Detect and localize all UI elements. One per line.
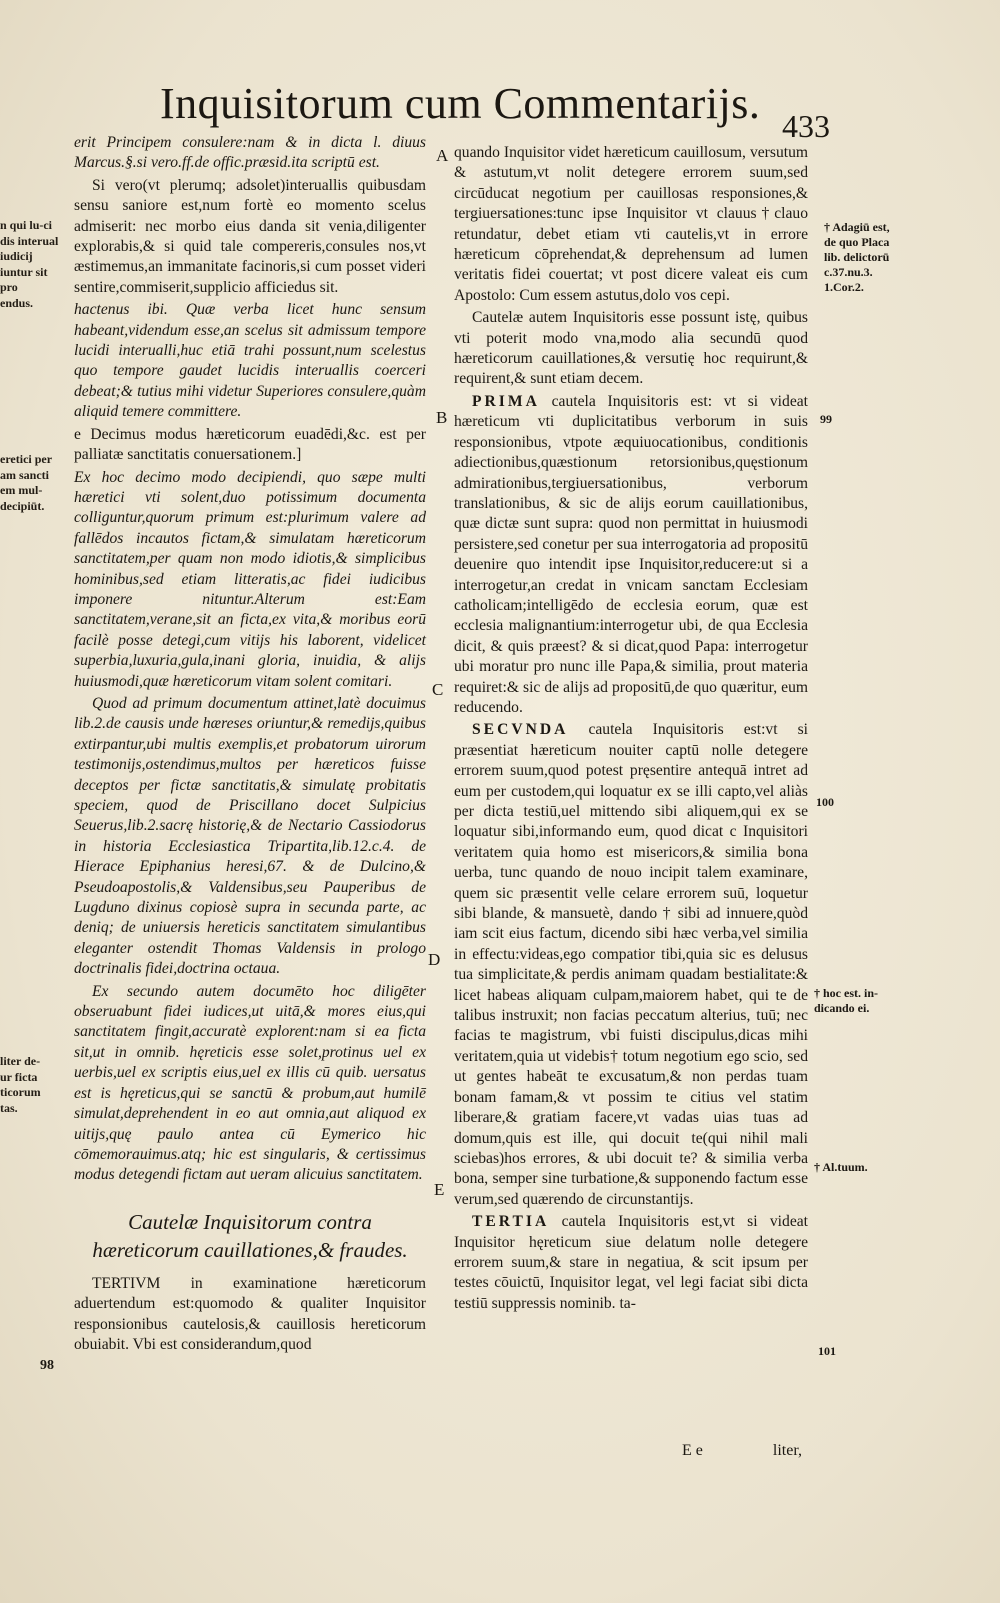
catchword: liter, [772,1442,802,1459]
margin-note-left-3: liter de- ur ficta ticorum tas. [0,1054,41,1115]
paragraph-text: cautela Inquisitoris est: vt si videat hæreticum vti duplicitatibus verborum in suis responsionibus, vtpote æquiuocationibus, conditionis adiectionibus,quæstionum retorsionibus,quęstionum admirationibus,tergiuersationibus, verborum translationibus, & sic de alijs eorum cauillationibus, quæ dictæ sunt supra: quod non permittat in huiusmodi persistere,sed conetur per sua interrogatoria ad propositū deuenire quo intendit ipse Inquisitor,reducere:ut si a interrogetur,an credat in vnicam sanctam Ecclesiam catholicam;intelligēdo de ecclesia eorum, quæ est ecclesia malignantium:interrogetur ubi, de qua Ecclesia dicit, & quis præest? & si dicat,quod Papa: interrogetur ubi moratur pro nunc ille Papa,& similia, prout materia requiret:& sic de alijs ad propositū,de quo quæritur, eum reducendo. [454,392,808,716]
marginal-number: 99 [820,412,832,426]
paragraph: quando Inquisitor videt hæreticum cauillosum, versutum & astutum,vt nolit detegere errorem suum,sed circūducat negotium per cauillosas responsiones,& tergiuersationes:tunc ipse Inquisitor vt clauus†clauo retundatur, debet etiam vti cautelis,vt in errore hæreticum cōprehendat,& deprehensum ad lumen veritatis fidei couertat; vt post dicere valeat eis cum Apostolo: Cum essem astutus,dolo vos cepi. [454,144,808,304]
paragraph: TERTIVM in examinatione hæreticorum aduertendum est:quomodo & qualiter Inquisitor responsionibus cautelosis,& cauillosis hereticorum obuiabit. Vbi est considerandum,quod [74,1274,426,1353]
margin-note-right-1: † Adagiū est, de quo Placa lib. delictorū c.37.nu.3. 1.Cor.2. [824,220,890,294]
paragraph: Ex secundo autem documēto hoc diligēter obseruabunt fidei iudices,ut uitā,& mores eius,qui sanctitatem fingit,accuratè explorent:nam si ea ficta sit,ut in omnib. hęreticis esse solet,protinus uel ex uerbis,uel ex scriptis eius,uel ex illis cū quib. uersatus est is hęreticus,qui se sanctū & probum,aut humilē simulat,deprehendent in eo aut omnia,aut aliquod ex uitijs,quę paulo antea cū Eymerico hic cōmemorauimus.atq; hic est singularis, & certissimus modus detegendi fictam aut ueram alicuius sanctitatem. [74,982,426,1184]
margin-note-left-2: eretici per am sancti em mul- decipiūt. [0,452,53,513]
column-letter-e: E [434,1180,445,1199]
margin-note-left-1: n qui lu-ci dis interual iudicij iuntur sit pro endus. [0,218,59,310]
paragraph: erit Principem consulere:nam & in dicta l. diuus Marcus.§.si vero.ff.de offic.præsid.ita scriptū est. [74,134,426,172]
column-letter-a: A [436,146,449,165]
column-letter-d: D [428,950,441,969]
paragraph: Cautelæ autem Inquisitoris esse possunt istę, quibus vti poterit modo vna,modo alia secundū quod hæreticorum cauillationes,& versutię hoc requirunt,& requirent,& sunt etiam decem. [454,309,808,388]
paragraph: hactenus ibi. Quæ verba licet hunc sensum habeant,videndum esse,an scelus sit admissum tempore lucidi interualli,huc etiā trahi possunt,num scelestus quo tempore gaudet lucidis interuallis coerceri debeat;& tutius mihi videtur Superiores consulere,quàm aliquid temere committere. [74,301,426,421]
paragraph: Ex hoc decimo modo decipiendi, quo sæpe multi hæretici vti solent,duo potissimum documenta colliguntur,quorum primum est:plurimum valere ad fallēdos incautos fictam,& simulatam hæreticorum sanctitatem,per quam non modo idiotis,& simplicibus hominibus,sed etiam litteratis,ac fidei iudicibus imponere nituntur.Alterum est:Eam sanctitatem,verane,sit an ficta,ex vita,& moribus eorū facilè posse detegi,cum vitijs his laborent, videlicet superbia,luxuria,gula,inani gloria, inuidia, & alijs huiusmodi,quæ hæreticorum vitam solent comitari. [74,468,426,690]
paragraph: e Decimus modus hæreticorum euadēdi,&c. est per palliatæ sanctitatis conuersationem.] [74,425,426,464]
page-title: Inquisitorum cum Commentarijs. [160,79,761,128]
paragraph-text: cautela Inquisitoris est,vt si videat Inquisitor hęreticum siue delatum nolle detegere errorem suum,& stare in negatiua, & scit ipsum per testes cōuictū, Inquisitor legat, vel legi faciat sibi dicta testiū suppressis nominib. ta- [454,1213,808,1312]
paragraph [454,720,808,1210]
cautela-lead: SECVNDA [472,721,569,739]
paragraph: Quod ad primum documentum attinet,latè docuimus lib.2.de causis unde hæreses oriuntur,& remedijs,quibus extirpantur,ubi multis exemplis,et probatorum uirorum testimonijs,ostendimus,multos per hæreticos fuisse deceptos per fictæ sanctitatis,& simulatę probitatis speciem, quod de Priscillano docet Sulpicius Seuerus,lib.2.sacrę historię,& de Nectario Cassiodorus in historia Ecclesiastica Tripartita,lib.12.c.4. de Hierace Epiphanius heresi,67. & de Dulcino,& Pseudoapostolis,& Valdensibus,seu Pauperibus de Lugduno dixinus copiosè supra in secunda parte, ac deniq; de uniuersis hereticis sanctitatem simulantibus eleganter ostendit Thomas Valdensis in prologo doctrinalis fidei,doctrina octaua. [74,694,426,978]
right-column [454,143,808,1316]
signature-mark: E e [682,1442,703,1459]
cautela-lead: PRIMA [472,392,540,410]
paragraph-text: cautela Inquisitoris est:vt si præsentiat hæreticum nouiter captū nolle detegere errorem suum,quod potest pręsentire antequā intret ad eum per custodem,qui loquatur ex se illi capto,vel aliàs per dicta testiū,uel mittendo sibi aliquem,qui ex se loquatur sibi,informando eum, quod dicat c Inquisitori veritatem quia homo est misericors,& similia bona uerba, tunc quando de nouo incipit talem examinare, quem sic præsentit velle celare errorem suū, loquetur sibi blande, & mansuetè, dando † sibi ad innuere,quòd iam scit eius factum, dicendo sibi hæc verba,vel similia in effectu:videas,ego compatior tibi,quia sic es delusus tua simplicitate,& perdis animam quadam bestialitate:& licet habeas aliquam culpam,maiorem habet, qui te de talibus instruxit; non facias peccatum alterius, tuū; nec facias te magistrum, vbi fuisti discipulus,dicas mihi veritatem,quia ut videbis† totum negotium ego scio, sed ut gentes habeāt te excusatum,& non perdas tuam bonam famam,& vt possim te citius vel statim liberare,& gratiam facere,vt vadas uias tuas ad domum,quis est ille, qui docuit te(qui nihil mali sciebas)hos errores, & ubi docuit te? & similia verba bona, semper sine turbatione,& supponendo factum esse verum,sed quærendo de circunstantijs. [454,721,808,1208]
page-number: 433 [782,108,830,144]
cautela-lead: TERTIA [472,1213,550,1231]
column-letter-c: C [432,680,444,699]
marginal-number: 100 [816,795,834,809]
margin-note-right-2: † hoc est. in- dicando ei. [814,986,878,1015]
section-heading: Cautelæ Inquisitorum contra hæreticorum cauillationes,& fraudes. [92,1209,408,1262]
paragraph [454,392,808,719]
catchwords [682,1442,872,1460]
column-letter-b: B [436,408,448,427]
marginal-number: 98 [40,1358,54,1373]
marginal-number: 101 [818,1344,836,1358]
margin-note-right-3: † Al.tuum. [814,1160,868,1174]
paragraph [454,1212,808,1314]
paragraph: Si vero(vt plerumq; adsolet)interuallis quibusdam sensu saniore est,num fortè eo momento scelus admiserit: nec morbo eius danda sit venia,diligenter explorabis,& si quid tale compereris,consules nos,vt æstimemus,an immanitate facinoris,si cum posset videri sentire,commiserit,supplicio afficiedus sit. [74,176,426,296]
left-column [74,133,426,1357]
